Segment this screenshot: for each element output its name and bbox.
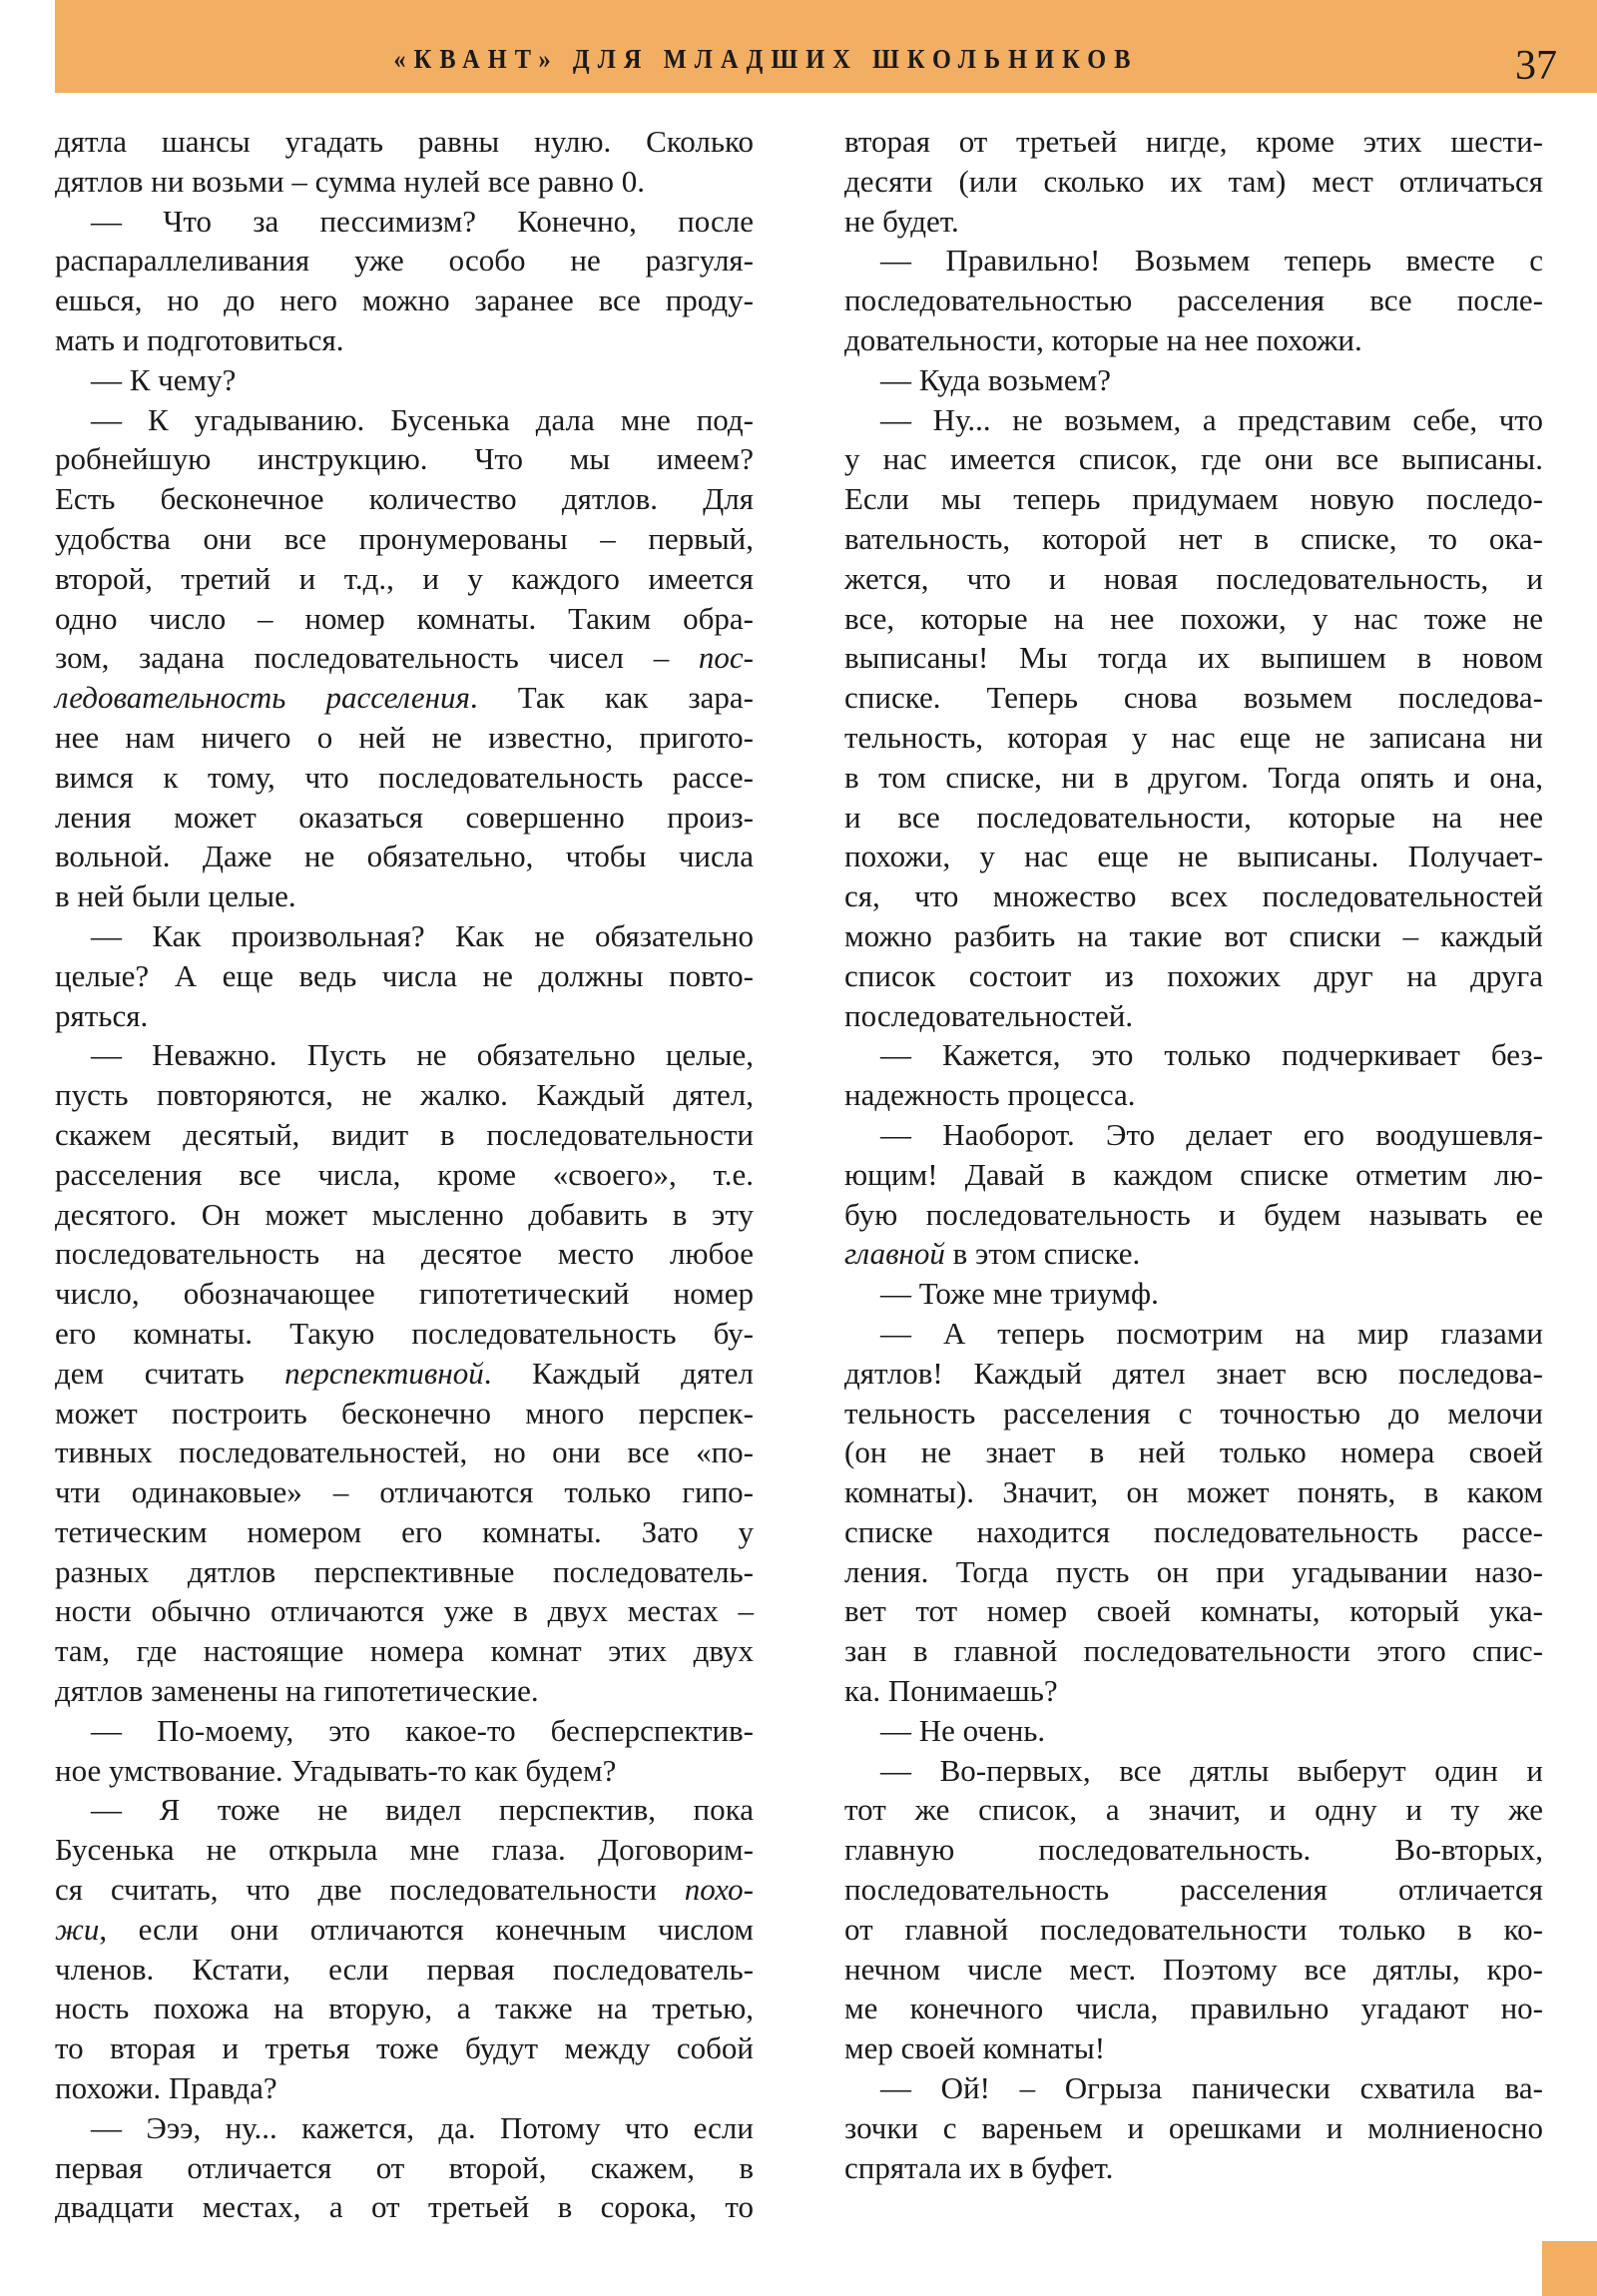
- running-header: [55, 0, 1597, 93]
- text-line: последовательностей.: [844, 997, 1134, 1033]
- text-line: дятла шансы угадать равны нулю. Сколько: [55, 124, 754, 159]
- text-line: вет тот номер своей комнаты, который ука-: [844, 1593, 1543, 1629]
- paragraph: [55, 360, 754, 400]
- text-line: в ней были целые.: [55, 878, 296, 914]
- text-line: — Ну... не возьмем, а представим себе, что: [880, 401, 1543, 437]
- paragraph: [844, 122, 1543, 241]
- text-line: ешься, но до него можно заранее все проду-: [55, 283, 754, 318]
- text-line: и все последовательности, которые на нее: [844, 799, 1543, 835]
- text-line: нее нам ничего о ней не известно, пригото-: [55, 719, 754, 755]
- text-line: главную последовательность. Во-вторых,: [844, 1832, 1543, 1868]
- text-line: первая отличается от второй, скажем, в: [55, 2149, 754, 2185]
- text-line: число, обозначающее гипотетический номер: [55, 1276, 754, 1312]
- text-line: мер своей комнаты!: [844, 2030, 1106, 2066]
- text-line: у нас имеется список, где они все выписаны.: [844, 441, 1543, 477]
- text-line: членов. Кстати, если первая последователь-: [55, 1951, 754, 1987]
- text-segment: ся считать, что две последовательности: [55, 1872, 685, 1908]
- paragraph: [55, 1711, 754, 1791]
- text-segment: , если они отличаются конечным числом: [99, 1911, 754, 1947]
- text-line: тельность расселения с точностью до мелочи: [844, 1395, 1543, 1431]
- text-line: тивных последовательностей, но они все «по-: [55, 1435, 754, 1470]
- italic-term: ледовательность расселения: [55, 680, 470, 716]
- text-line: [55, 1354, 754, 1394]
- text-line: ка. Понимаешь?: [844, 1673, 1058, 1709]
- text-line: — Я тоже не видел перспектив, пока: [91, 1792, 754, 1828]
- text-line: дятлов заменены на гипотетические.: [55, 1673, 539, 1709]
- text-line: скажем десятый, видит в последовательности: [55, 1116, 754, 1152]
- text-line: дятлов ни возьми – сумма нулей все равно 0.: [55, 163, 645, 199]
- text-line: — А теперь посмотрим на мир глазами: [880, 1315, 1543, 1351]
- text-line: не будет.: [844, 203, 959, 239]
- text-line: ное умствование. Угадывать-то как будем?: [55, 1752, 617, 1788]
- text-line: ме конечного числа, правильно угадают но-: [844, 1991, 1543, 2026]
- paragraph: [55, 122, 754, 202]
- text-line: — Что за пессимизм? Конечно, после: [91, 203, 754, 239]
- text-line: список состоит из похожих друг на друга: [844, 957, 1543, 993]
- text-line: спрятала их в буфет.: [844, 2149, 1114, 2185]
- text-line: удобства они все пронумерованы – первый,: [55, 520, 754, 556]
- text-line: вольной. Даже не обязательно, чтобы числа: [55, 839, 754, 874]
- text-line: — По-моему, это какое-то бесперспектив-: [91, 1712, 754, 1748]
- text-line: целые? А еще ведь числа не должны повто-: [55, 957, 754, 993]
- text-line: тетическим номером его комнаты. Зато у: [55, 1513, 754, 1549]
- page-corner-marker: [1542, 2241, 1597, 2296]
- text-line: одно число – номер комнаты. Таким обра-: [55, 600, 754, 636]
- text-line: списке. Теперь снова возьмем последова-: [844, 680, 1543, 716]
- text-line: — Правильно! Возьмем теперь вместе с: [880, 243, 1543, 279]
- text-line: — Наоборот. Это делает его воодушевля-: [880, 1116, 1543, 1152]
- text-line: похожи. Правда?: [55, 2070, 277, 2106]
- text-line: ряться.: [55, 997, 149, 1033]
- text-line: ся, что множество всех последовательностей: [844, 878, 1543, 914]
- text-line: — К чему?: [91, 361, 237, 397]
- paragraph: [844, 241, 1543, 359]
- text-line: последовательностью расселения все после-: [844, 283, 1543, 318]
- text-line: все, которые на нее похожи, у нас тоже не: [844, 600, 1543, 636]
- text-line: вторая от третьей нигде, кроме этих шести-: [844, 124, 1543, 159]
- paragraph: [844, 2068, 1543, 2187]
- text-line: [55, 1870, 754, 1910]
- italic-term: главной: [844, 1236, 945, 1272]
- text-segment: зом, задана последовательность чисел –: [55, 640, 699, 676]
- journal-section-title: «КВАНТ» ДЛЯ МЛАДШИХ ШКОЛЬНИКОВ: [393, 44, 1139, 74]
- paragraph: [844, 360, 1543, 400]
- text-line: дятлов! Каждый дятел знает всю последова-: [844, 1355, 1543, 1391]
- italic-term: жи: [55, 1911, 100, 1947]
- text-line: (он не знает в ней только номера своей: [844, 1435, 1543, 1470]
- text-line: — Во-первых, все дятлы выберут один и: [880, 1752, 1543, 1788]
- text-line: робнейшую инструкцию. Что мы имеем?: [55, 441, 754, 477]
- paragraph: [844, 1711, 1543, 1751]
- text-line: надежность процесса.: [844, 1077, 1136, 1113]
- text-line: похожи, у нас еще не выписаны. Получает-: [844, 839, 1543, 874]
- text-line: разных дятлов перспективные последователь-: [55, 1553, 754, 1589]
- text-line: — К угадыванию. Бусенька дала мне под-: [91, 401, 754, 437]
- paragraph: [55, 916, 754, 1035]
- text-line: ления может оказаться совершенно произ-: [55, 799, 754, 835]
- text-line: довательности, которые на нее похожи.: [844, 321, 1362, 357]
- italic-term: перспективной: [284, 1355, 484, 1391]
- text-line: — Куда возьмем?: [880, 361, 1111, 397]
- text-line: в том списке, ни в другом. Тогда опять и она,: [844, 759, 1543, 795]
- paragraph: [55, 400, 754, 916]
- text-line: — Ой! – Огрыза панически схватила ва-: [880, 2070, 1543, 2106]
- text-line: мать и подготовиться.: [55, 321, 344, 357]
- text-line: вимся к тому, что последовательность рассе-: [55, 759, 754, 795]
- paragraph: [55, 202, 754, 360]
- text-line: ности обычно отличаются уже в двух местах –: [55, 1593, 754, 1629]
- paragraph: [55, 2108, 754, 2227]
- text-line: то вторая и третья тоже будут между собой: [55, 2030, 754, 2066]
- text-line: пусть повторяются, не жалко. Каждый дятел,: [55, 1077, 754, 1113]
- text-line: последовательность расселения отличается: [844, 1872, 1543, 1908]
- text-line: ющим! Давай в каждом списке отметим лю-: [844, 1156, 1543, 1192]
- text-line: [55, 678, 754, 718]
- text-line: — Эээ, ну... кажется, да. Потому что если: [91, 2109, 754, 2145]
- text-line: — Не очень.: [880, 1712, 1046, 1748]
- text-line: жется, что и новая последовательность, и: [844, 560, 1543, 596]
- text-line: тельность, которая у нас еще не записана ни: [844, 719, 1543, 755]
- paragraph: [844, 1751, 1543, 2068]
- text-line: ность похожа на вторую, а также на третью,: [55, 1991, 754, 2026]
- text-line: списке находится последовательность рассе-: [844, 1513, 1543, 1549]
- italic-term: похо-: [684, 1872, 754, 1908]
- text-line: — Тоже мне триумф.: [880, 1276, 1159, 1312]
- text-line: тот же список, а значит, и одну и ту же: [844, 1792, 1543, 1828]
- text-line: — Неважно. Пусть не обязательно целые,: [91, 1037, 754, 1073]
- page-number: 37: [1515, 43, 1557, 89]
- text-line: комнаты). Значит, он может понять, в каком: [844, 1474, 1543, 1510]
- text-line: второй, третий и т.д., и у каждого имеется: [55, 560, 754, 596]
- text-line: чти одинаковые» – отличаются только гипо-: [55, 1474, 754, 1510]
- text-line: Бусенька не открыла мне глаза. Договорим-: [55, 1832, 754, 1868]
- text-segment: . Каждый дятел: [483, 1355, 754, 1391]
- text-segment: . Так как зара-: [469, 680, 754, 716]
- italic-term: пос-: [698, 640, 754, 676]
- text-line: вательность, которой нет в списке, то ока-: [844, 520, 1543, 556]
- text-line: нечном числе мест. Поэтому все дятлы, кро-: [844, 1951, 1543, 1987]
- text-line: десяти (или сколько их там) мест отличаться: [844, 163, 1543, 199]
- paragraph: [844, 1115, 1543, 1274]
- text-line: зан в главной последовательности этого спис-: [844, 1633, 1543, 1669]
- paragraph: [844, 1314, 1543, 1711]
- text-line: распараллеливания уже особо не разгуля-: [55, 243, 754, 279]
- text-line: бую последовательность и будем называть ее: [844, 1196, 1543, 1232]
- text-line: — Кажется, это только подчеркивает без-: [880, 1037, 1543, 1073]
- text-line: [844, 1234, 1543, 1274]
- text-line: там, где настоящие номера комнат этих двух: [55, 1633, 754, 1669]
- text-line: можно разбить на такие вот списки – каждый: [844, 917, 1543, 953]
- text-column-left: [55, 122, 754, 2227]
- text-line: от главной последовательности только в ко-: [844, 1911, 1543, 1947]
- text-line: [55, 638, 754, 678]
- paragraph: [844, 400, 1543, 1036]
- text-column-right: [844, 122, 1543, 2187]
- paragraph: [844, 1274, 1543, 1314]
- paragraph: [55, 1035, 754, 1711]
- text-line: Если мы теперь придумаем новую последо-: [844, 481, 1543, 517]
- text-line: Есть бесконечное количество дятлов. Для: [55, 481, 754, 517]
- text-line: выписаны! Мы тогда их выпишем в новом: [844, 640, 1543, 676]
- text-line: его комнаты. Такую последовательность бу-: [55, 1315, 754, 1351]
- text-line: — Как произвольная? Как не обязательно: [91, 917, 754, 953]
- text-segment: в этом списке.: [944, 1236, 1141, 1272]
- text-line: двадцати местах, а от третьей в сорока, то: [55, 2189, 754, 2225]
- text-line: последовательность на десятое место любое: [55, 1236, 754, 1272]
- text-line: десятого. Он может мысленно добавить в эту: [55, 1196, 754, 1232]
- text-line: расселения все числа, кроме «своего», т.е.: [55, 1156, 754, 1192]
- text-segment: дем считать: [55, 1355, 285, 1391]
- text-line: может построить бесконечно много перспек-: [55, 1395, 754, 1431]
- text-line: [55, 1910, 754, 1950]
- text-line: ления. Тогда пусть он при угадывании назо-: [844, 1553, 1543, 1589]
- paragraph: [55, 1790, 754, 2107]
- text-line: зочки с вареньем и орешками и молниеносно: [844, 2109, 1543, 2145]
- paragraph: [844, 1035, 1543, 1115]
